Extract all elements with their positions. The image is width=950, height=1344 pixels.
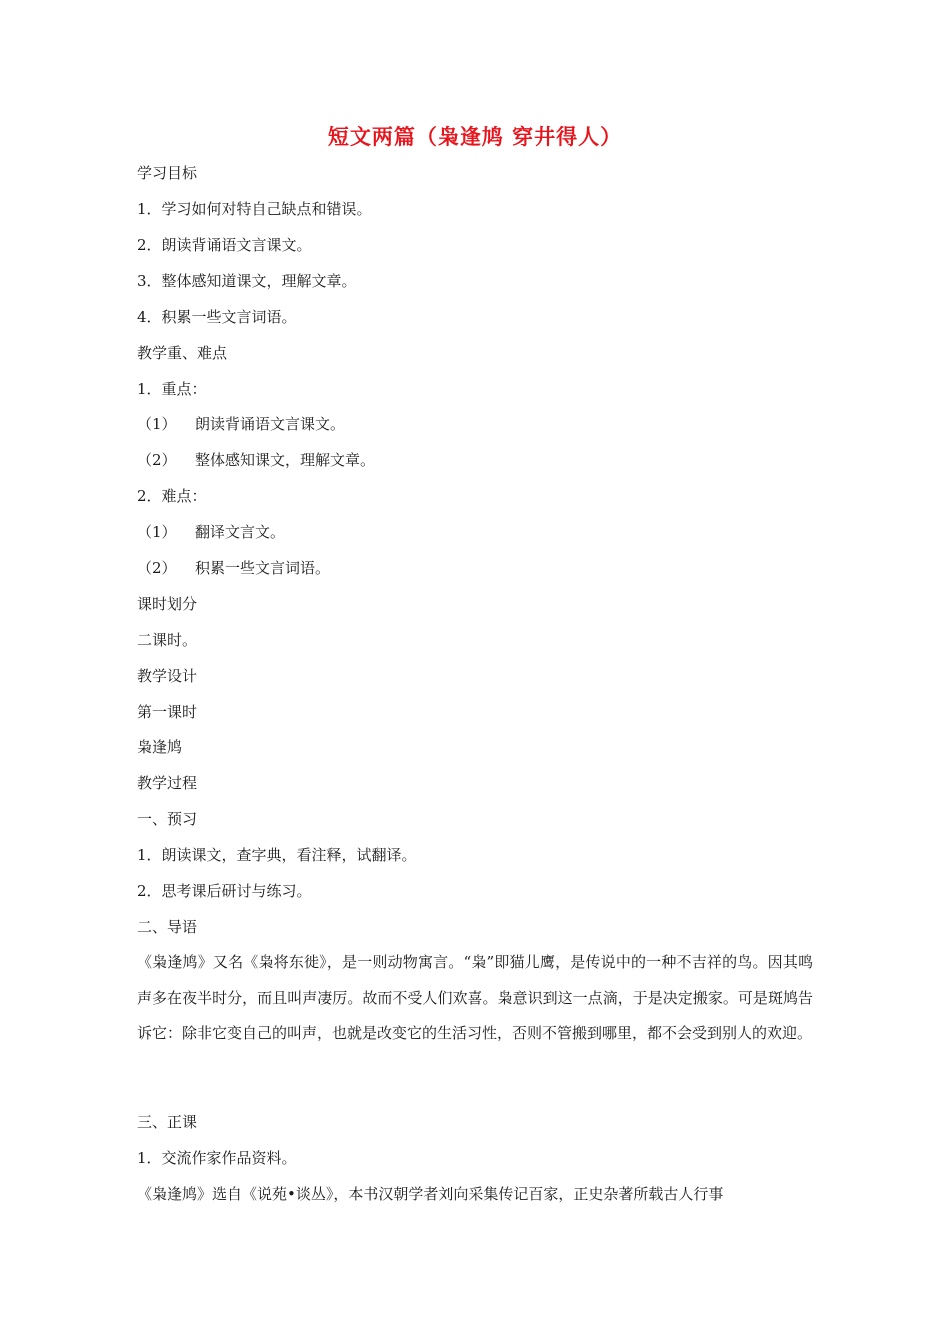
process-heading: 教学过程 (137, 774, 198, 792)
objective-item: 1．学习如何对特自己缺点和错误。 (137, 200, 372, 218)
item-number: （1） (137, 415, 177, 433)
difficulty-label: 2．难点： (137, 487, 207, 505)
section-heading-design: 教学设计 (137, 667, 198, 685)
lesson-body-item: 1．交流作家作品资料。 (137, 1149, 297, 1167)
section-heading-intro: 二、导语 (137, 918, 198, 936)
intro-paragraph: 《枭逢鸠》又名《枭将东徙》，是一则动物寓言。“枭”即猫儿鹰，是传说中的一种不吉祥的鸟。因其鸣声多在夜半时分，而且叫声凄厉。故而不受人们欢喜。枭意识到这一点滴，于是决定搬家。可是斑鸠告诉它：除非它变自己的叫声，也就是改变它的生活习性，否则不管搬到哪里，都不会受到别人的欢迎。 (137, 953, 813, 1042)
item-text: 整体感知课文，理解文章。 (195, 451, 376, 469)
section-heading-preview: 一、预习 (137, 810, 198, 828)
focus-label: 1．重点： (137, 380, 207, 398)
item-text: 积累一些文言词语。 (195, 559, 331, 577)
lesson-body-paragraph: 《枭逢鸠》选自《说苑•谈丛》，本书汉朝学者刘向采集传记百家，正史杂著所载古人行事 (137, 1185, 724, 1203)
difficulty-item (137, 522, 285, 542)
section-heading-objectives: 学习目标 (137, 164, 198, 182)
preview-item: 2．思考课后研讨与练习。 (137, 882, 312, 900)
item-text: 翻译文言文。 (195, 523, 286, 541)
difficulty-item (137, 558, 330, 578)
document-title: 短文两篇（枭逢鸠 穿井得人） (327, 124, 623, 149)
section-heading-schedule: 课时划分 (137, 595, 198, 613)
objective-item: 3．整体感知道课文，理解文章。 (137, 272, 357, 290)
text-title: 枭逢鸠 (137, 738, 183, 756)
objective-item: 4．积累一些文言词语。 (137, 308, 297, 326)
objective-item: 2．朗读背诵语文言课文。 (137, 236, 312, 254)
section-heading-key-points: 教学重、难点 (137, 344, 228, 362)
focus-item (137, 450, 375, 470)
item-text: 朗读背诵语文言课文。 (195, 415, 346, 433)
schedule-value: 二课时。 (137, 631, 198, 649)
section-heading-lesson-body: 三、正课 (137, 1113, 198, 1131)
item-number: （2） (137, 451, 177, 469)
item-number: （1） (137, 523, 177, 541)
focus-item (137, 414, 345, 434)
item-number: （2） (137, 559, 177, 577)
preview-item: 1．朗读课文，查字典，看注释，试翻译。 (137, 846, 417, 864)
lesson-label: 第一课时 (137, 703, 198, 721)
